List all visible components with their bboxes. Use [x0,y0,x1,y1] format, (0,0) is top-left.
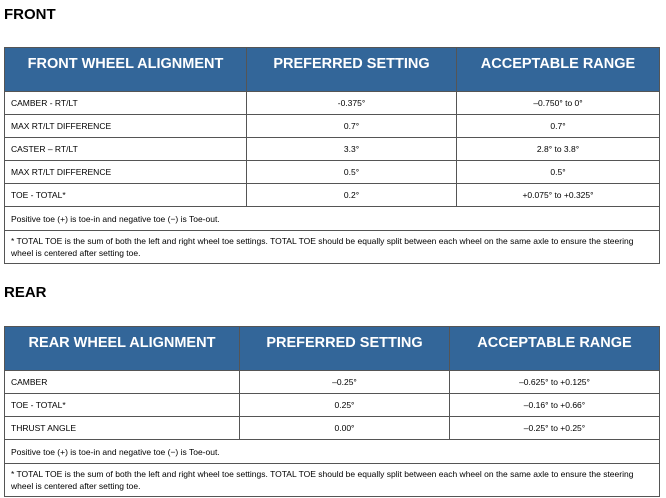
row-range: 2.8° to 3.8° [457,138,660,161]
row-label: TOE - TOTAL* [5,184,247,207]
front-header-alignment: FRONT WHEEL ALIGNMENT [5,48,247,92]
row-preferred: 0.2° [247,184,457,207]
rear-alignment-table [4,326,660,497]
front-alignment-table [4,47,660,264]
rear-note-row [5,440,660,464]
row-range: –0.625° to +0.125° [450,371,660,394]
rear-section-title: REAR [4,284,47,301]
rear-header-row [5,327,660,371]
rear-total-toe-footnote: * TOTAL TOE is the sum of both the left and right wheel toe settings. TOTAL TOE should be equally split between each wheel on the same axle to ensure the steering wheel is centered after setting toe. [5,464,660,497]
row-label: CAMBER - RT/LT [5,92,247,115]
row-range: –0.16° to +0.66° [450,394,660,417]
table-row [5,138,660,161]
row-preferred: 0.7° [247,115,457,138]
row-label: MAX RT/LT DIFFERENCE [5,161,247,184]
row-preferred: 0.00° [240,417,450,440]
front-note-row [5,207,660,231]
rear-header-alignment: REAR WHEEL ALIGNMENT [5,327,240,371]
row-range: –0.750° to 0° [457,92,660,115]
row-label: THRUST ANGLE [5,417,240,440]
table-row [5,115,660,138]
rear-header-preferred: PREFERRED SETTING [240,327,450,371]
row-preferred: 0.5° [247,161,457,184]
table-row [5,184,660,207]
row-preferred: –0.25° [240,371,450,394]
row-label: TOE - TOTAL* [5,394,240,417]
row-label: MAX RT/LT DIFFERENCE [5,115,247,138]
row-range: 0.7° [457,115,660,138]
row-preferred: 3.3° [247,138,457,161]
rear-footnote-row [5,464,660,497]
row-label: CASTER – RT/LT [5,138,247,161]
front-header-range: ACCEPTABLE RANGE [457,48,660,92]
table-row [5,161,660,184]
table-row [5,371,660,394]
rear-toe-note: Positive toe (+) is toe-in and negative toe (−) is Toe-out. [5,440,660,464]
table-row [5,92,660,115]
rear-header-range: ACCEPTABLE RANGE [450,327,660,371]
row-preferred: -0.375° [247,92,457,115]
row-preferred: 0.25° [240,394,450,417]
front-footnote-row [5,231,660,264]
front-header-preferred: PREFERRED SETTING [247,48,457,92]
row-range: 0.5° [457,161,660,184]
front-header-row [5,48,660,92]
front-total-toe-footnote: * TOTAL TOE is the sum of both the left and right wheel toe settings. TOTAL TOE should be equally split between each wheel on the same axle to ensure the steering wheel is centered after setting toe. [5,231,660,264]
front-toe-note: Positive toe (+) is toe-in and negative toe (−) is Toe-out. [5,207,660,231]
row-range: +0.075° to +0.325° [457,184,660,207]
table-row [5,417,660,440]
table-row [5,394,660,417]
row-label: CAMBER [5,371,240,394]
row-range: –0.25° to +0.25° [450,417,660,440]
front-section-title: FRONT [4,6,56,23]
